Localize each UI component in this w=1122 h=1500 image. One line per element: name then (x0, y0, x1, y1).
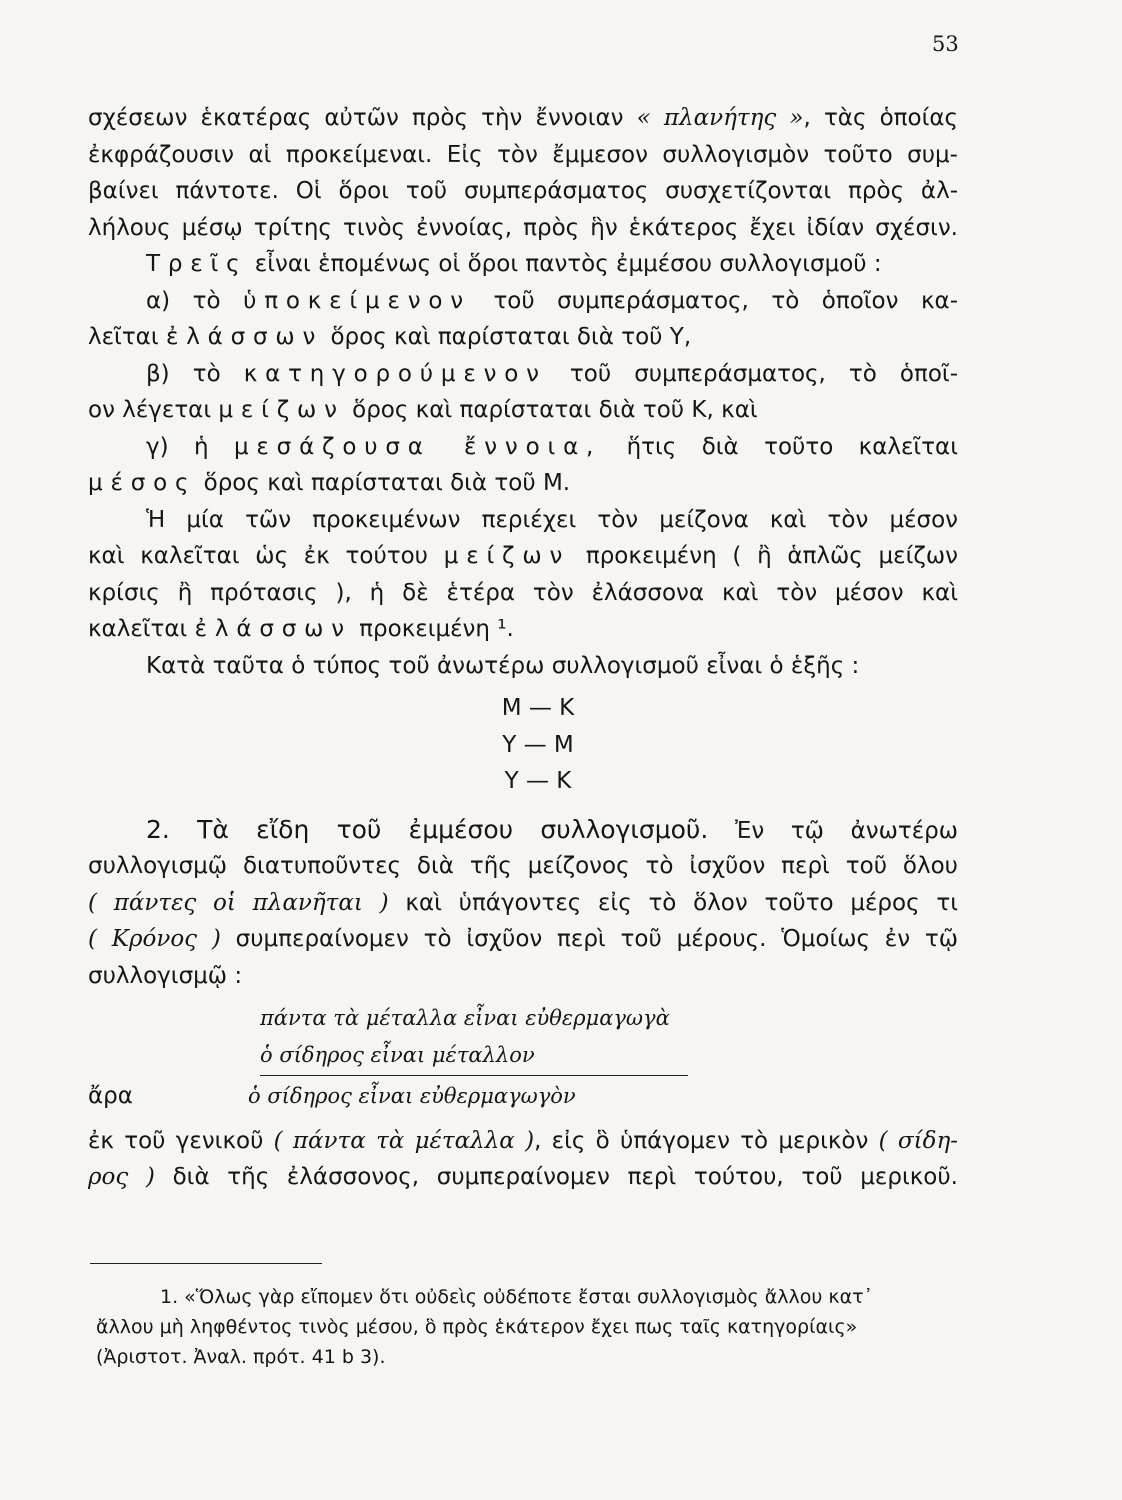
item-b-line: β) τὸ κατηγορούμενον τοῦ συμπεράσματος, τὸ ὁποῖ- (146, 360, 958, 387)
paragraph-5-line: ρος ) διὰ τῆς ἐλάσσονος, συμπεραίνομεν περὶ τούτου, τοῦ μερικοῦ. (88, 1164, 958, 1190)
schema-line: Υ — Κ (504, 768, 572, 794)
syllogism-rule (260, 1075, 688, 1076)
footnote-line: ἄλλου μὴ ληφθέντος τινὸς μέσου, ὃ πρὸς ἑκάτερον ἔχει πως ταῖς κατηγορίαις» (96, 1316, 858, 1338)
paragraph-3-line: Ἡ μία τῶν προκειμένων περιέχει τὸν μείζονα καὶ τὸν μέσον (146, 506, 958, 533)
section-2-line: συλλογισμῷ διατυποῦντες διὰ τῆς μείζονος τὸ ἰσχῦον περὶ τοῦ ὅλου (88, 853, 958, 879)
footnote (96, 1282, 956, 1372)
paragraph-4: Κατὰ ταῦτα ὁ τύπος τοῦ ἀνωτέρω συλλογισμοῦ εἶναι ὁ ἑξῆς : (146, 652, 860, 679)
footnote-rule (90, 1263, 322, 1264)
footnote-line: 1. «Ὅλως γὰρ εἴπομεν ὅτι οὐδεὶς οὐδέποτε ἔσται συλλογισμὸς ἄλλου κατ᾽ (160, 1286, 874, 1308)
schema-line: Μ — Κ (501, 695, 575, 721)
paragraph-1-line: σχέσεων ἑκατέρας αὐτῶν πρὸς τὴν ἔννοιαν « πλανήτης », τὰς ὁποίας (88, 105, 959, 131)
paragraph-3-line: καλεῖται ἐλάσσων προκειμένη ¹. (88, 616, 514, 642)
schema-line: Υ — Μ (502, 731, 574, 758)
item-a-line: α) τὸ ὑποκείμενον τοῦ συμπεράσματος, τὸ ὁποῖον κα- (146, 287, 958, 314)
paragraph-3-line: κρίσις ἢ πρότασις ), ἡ δὲ ἑτέρα τὸν ἐλάσσονα καὶ τὸν μέσον καὶ (88, 579, 958, 606)
syllogism-minor: ὁ σίδηρος εἶναι μέταλλον (260, 1042, 535, 1067)
footnote-line: (Ἀριστοτ. Ἀναλ. πρότ. 41 b 3). (96, 1346, 386, 1368)
paragraph-1-line: βαίνει πάντοτε. Οἱ ὅροι τοῦ συμπεράσματος συσχετίζονται πρὸς ἀλ- (88, 178, 958, 204)
paragraph-5-line: ἐκ τοῦ γενικοῦ ( πάντα τὰ μέταλλα ), εἰς ὃ ὑπάγομεν τὸ μερικὸν ( σίδη- (88, 1127, 958, 1154)
section-2-line: 2. Τὰ εἴδη τοῦ ἐμμέσου συλλογισμοῦ. Ἐν τῷ ἀνωτέρω (146, 814, 958, 844)
syllogism-major: πάντα τὰ μέταλλα εἶναι εὐθερμαγωγὰ (260, 1006, 670, 1030)
section-2-line: ( πάντες οἱ πλανῆται ) καὶ ὑπάγοντες εἰς τὸ ὅλον τοῦτο μέρος τι (88, 889, 958, 916)
item-c-line: μέσος ὅρος καὶ παρίσταται διὰ τοῦ Μ. (88, 470, 571, 496)
item-b-line: ον λέγεται μείζων ὅρος καὶ παρίσταται διὰ τοῦ Κ, καὶ (88, 397, 758, 423)
item-a-line: λεῖται ἐλάσσων ὅρος καὶ παρίσταται διὰ τοῦ Υ, (88, 324, 692, 350)
paragraph-2: Τρεῖς εἶναι ἑπομένως οἱ ὅροι παντὸς ἐμμέσου συλλογισμοῦ : (146, 251, 882, 277)
paragraph-3-line: καὶ καλεῖται ὡς ἐκ τούτου μείζων προκειμένη ( ἢ ἁπλῶς μείζων (88, 543, 958, 569)
page-body (88, 100, 958, 1196)
paragraph-1-line: λήλους μέσῳ τρίτης τινὸς ἐννοίας, πρὸς ἣν ἑκάτερος ἔχει ἰδίαν σχέσιν. (88, 214, 958, 241)
section-2-line: συλλογισμῷ : (88, 962, 243, 989)
page-number: 53 (932, 32, 959, 56)
item-c-line: γ) ἡ μεσάζουσα ἔννοια, ἥτις διὰ τοῦτο καλεῖται (146, 433, 958, 460)
syllogism-conclusion-row (88, 1078, 958, 1115)
section-2-line: ( Κρόνος ) συμπεραίνομεν τὸ ἰσχῦον περὶ τοῦ μέρους. Ὁμοίως ἐν τῷ (88, 926, 958, 952)
ara-label: ἄρα (88, 1083, 133, 1109)
paragraph-1-line: ἐκφράζουσιν αἱ προκείμεναι. Εἰς τὸν ἔμμεσον συλλογισμὸν τοῦτο συμ- (88, 141, 958, 168)
section-heading: 2. Τὰ εἴδη τοῦ ἐμμέσου συλλογισμοῦ. (146, 814, 709, 844)
syllogism-conclusion: ὁ σίδηρος εἶναι εὐθερμαγωγὸν (248, 1084, 576, 1108)
